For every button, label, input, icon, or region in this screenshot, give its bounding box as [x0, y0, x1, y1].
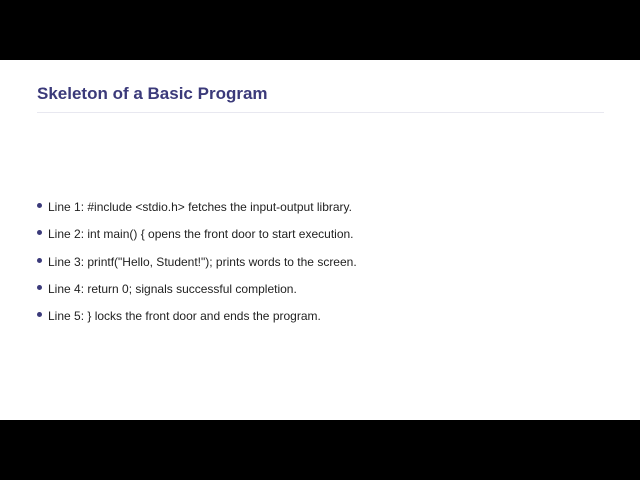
bullet-item [37, 254, 357, 281]
letterbox-top [0, 0, 640, 60]
bullet-list [37, 199, 357, 335]
bullet-text: Line 3: printf("Hello, Student!"); prints words to the screen. [48, 254, 357, 269]
bullet-text: Line 1: #include <stdio.h> fetches the input-output library. [48, 200, 352, 214]
bullet-item [37, 281, 357, 308]
bullet-item [37, 199, 357, 226]
bullet-item [37, 226, 357, 253]
bullet-item [37, 308, 357, 335]
bullet-dot-icon [37, 230, 42, 235]
bullet-text: Line 4: return 0; signals successful completion. [48, 281, 297, 296]
slide-title: Skeleton of a Basic Program [37, 84, 268, 103]
title-divider [37, 112, 604, 113]
slide [0, 60, 640, 420]
bullet-dot-icon [37, 312, 42, 317]
bullet-text: Line 5: } locks the front door and ends the program. [48, 309, 321, 324]
bullet-dot-icon [37, 203, 42, 208]
bullet-dot-icon [37, 258, 42, 263]
bullet-text: Line 2: int main() { opens the front door to start execution. [48, 227, 354, 242]
bullet-dot-icon [37, 285, 42, 290]
letterbox-bottom [0, 420, 640, 480]
